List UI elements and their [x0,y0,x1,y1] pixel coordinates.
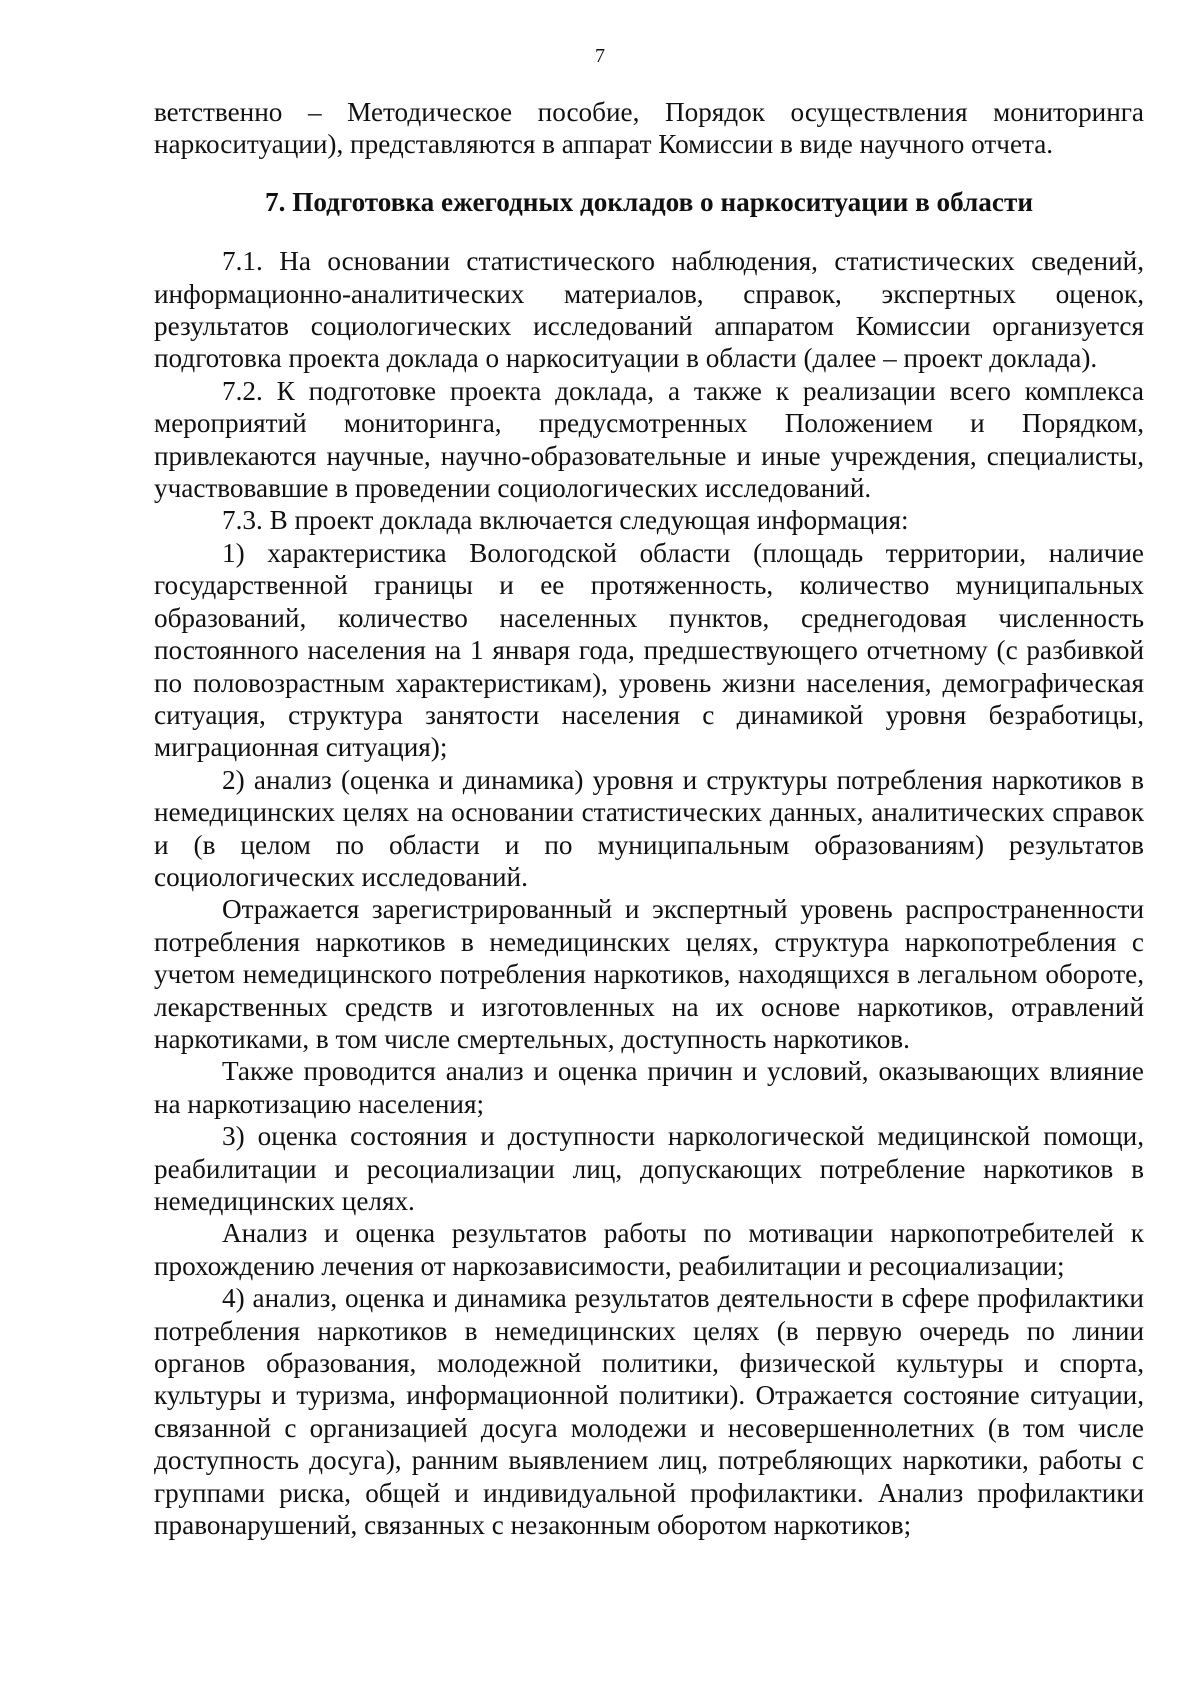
list-item-2: 2) анализ (оценка и динамика) уровня и структуры потребления наркотиков в немедицинских целях на основании статистических данных, аналитических справок и (в целом по области и по муниципальным образованиям) результатов социологических исследований. [154,764,1144,892]
paragraph-7-3: 7.3. В проект доклада включается следующая информация: [222,505,909,536]
list-item-1: 1) характеристика Вологодской области (площадь территории, наличие государственной границы и ее протяженность, количество муниципальных образований, количество населенных пунктов, среднегодовая численность постоянного населения на 1 января года, предшествующего отчетному (с разбивкой по половозрастным характеристикам), уровень жизни населения, демографическая ситуация, структура занятости населения с динамикой уровня безработицы, миграционная ситуация); [154,537,1144,763]
paragraph-causes-analysis: Также проводится анализ и оценка причин и условий, оказывающих влияние на наркотизацию населения; [154,1056,1144,1119]
document-body [154,96,1144,1541]
paragraph-motivation-analysis: Анализ и оценка результатов работы по мотивации наркопотребителей к прохождению лечения от наркозависимости, реабилитации и ресоциализации; [154,1218,1144,1281]
continuation-paragraph: ветственно – Методическое пособие, Порядок осуществления мониторинга наркоситуации), представляются в аппарат Комиссии в виде научного отчета. [154,97,1144,160]
paragraph-7-2: 7.2. К подготовке проекта доклада, а также к реализации всего комплекса мероприятий мониторинга, предусмотренных Положением и Порядком, привлекаются научные, научно-образовательные и иные учреждения, специалисты, участвовавшие в проведении социологических исследований. [154,375,1144,504]
paragraph-7-1: 7.1. На основании статистического наблюдения, статистических сведений, информационно-аналитических материалов, справок, экспертных оценок, результатов социологических исследований аппаратом Комиссии организуется подготовка проекта доклада о наркоситуации в области (далее – проект доклада). [154,246,1144,374]
list-item-3: 3) оценка состояния и доступности наркологической медицинской помощи, реабилитации и ресоциализации лиц, допускающих потребление наркотиков в немедицинских целях. [154,1121,1144,1216]
section-heading: 7. Подготовка ежегодных докладов о наркоситуации в области [265,186,1033,217]
list-item-4: 4) анализ, оценка и динамика результатов деятельности в сфере профилактики потребления наркотиков в немедицинских целях (в первую очередь по линии органов образования, молодежной политики, физической культуры и спорта, культуры и туризма, информационной политики). Отражается состояние ситуации, связанной с организацией досуга молодежи и несовершеннолетних (в том числе доступность досуга), ранним выявлением лиц, потребляющих наркотики, работы с группами риска, общей и индивидуальной профилактики. Анализ профилактики правонарушений, связанных с незаконным оборотом наркотиков; [154,1283,1144,1541]
page-number: 7 [595,45,605,67]
paragraph-reflected-level: Отражается зарегистрированный и экспертный уровень распространенности потребления наркотиков в немедицинских целях, структура наркопотребления с учетом немедицинского потребления наркотиков, находящихся в легальном обороте, лекарственных средств и изготовленных на их основе наркотиков, отравлений наркотиками, в том числе смертельных, доступность наркотиков. [154,894,1144,1054]
